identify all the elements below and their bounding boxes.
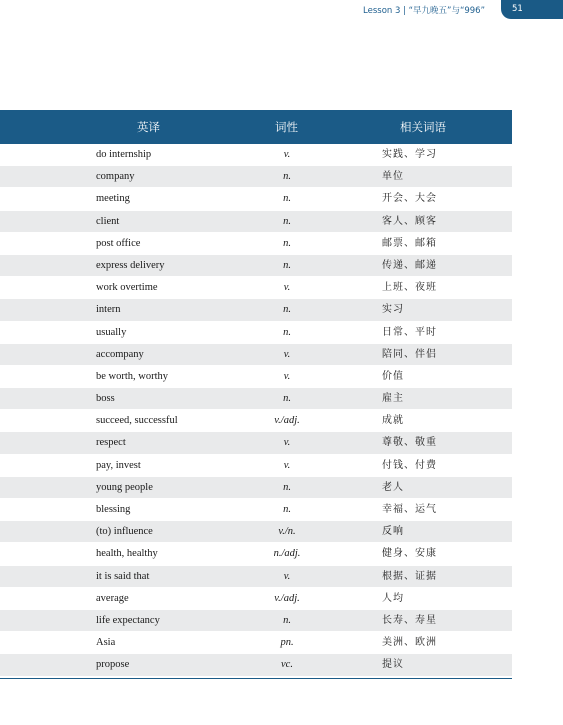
english-term: usually	[96, 326, 127, 338]
table-row	[0, 588, 512, 610]
table-row	[0, 144, 512, 166]
part-of-speech-text: n.	[283, 237, 291, 249]
related-words: 价值	[382, 370, 404, 382]
english-term: young people	[96, 481, 153, 493]
table-row	[0, 166, 512, 188]
english-term: average	[96, 592, 129, 604]
related-words: 幸福、运气	[382, 504, 437, 515]
related-words: 开会、大会	[382, 193, 437, 205]
related-words: 付钱、付费	[382, 459, 437, 471]
table-row	[0, 322, 512, 344]
part-of-speech-text: v./n.	[278, 526, 296, 538]
related-words: 雇主	[382, 393, 404, 405]
part-of-speech-text: v.	[283, 459, 291, 471]
table-row	[0, 455, 512, 477]
table-row	[0, 299, 512, 321]
table-row	[0, 388, 512, 410]
table-row	[0, 632, 512, 654]
related-words: 人均	[382, 592, 404, 604]
english-term: succeed, successful	[96, 415, 178, 427]
related-words: 老人	[382, 481, 404, 493]
part-of-speech-text: n./adj.	[273, 548, 301, 560]
part-of-speech-text: n.	[283, 614, 291, 626]
column-header-part-of-speech: 词性	[275, 120, 298, 134]
table-row	[0, 344, 512, 366]
english-term: accompany	[96, 348, 144, 360]
related-words: 长寿、寿星	[382, 614, 437, 626]
english-term: (to) influence	[96, 526, 153, 538]
part-of-speech-text: pn.	[280, 637, 294, 649]
english-term: respect	[96, 437, 126, 449]
english-term: do internship	[96, 149, 152, 160]
related-words: 日常、平时	[382, 326, 437, 338]
table-row	[0, 211, 512, 233]
english-term: blessing	[96, 504, 131, 515]
related-words: 单位	[382, 171, 404, 183]
table-row	[0, 654, 512, 676]
table-row	[0, 521, 512, 543]
english-term: meeting	[96, 193, 130, 205]
part-of-speech-text: v.	[283, 348, 291, 360]
part-of-speech-text: v.	[283, 282, 291, 294]
part-of-speech-text: v./adj.	[274, 415, 300, 427]
part-of-speech-text: n.	[283, 259, 291, 271]
table-row	[0, 566, 512, 588]
table-row	[0, 499, 512, 521]
english-term: intern	[96, 304, 121, 316]
table-row	[0, 255, 512, 277]
english-term: post office	[96, 237, 141, 249]
english-term: boss	[96, 393, 115, 405]
related-words: 尊敬、敬重	[382, 437, 437, 449]
table-row	[0, 233, 512, 255]
table-row	[0, 277, 512, 299]
related-words: 邮票、邮箱	[382, 237, 437, 249]
table-row	[0, 477, 512, 499]
part-of-speech-text: n.	[283, 326, 291, 338]
table-row	[0, 366, 512, 388]
english-term: pay, invest	[96, 459, 141, 471]
related-words: 美洲、欧洲	[382, 637, 437, 649]
table-row	[0, 543, 512, 565]
part-of-speech-text: v.	[283, 370, 291, 382]
related-words: 实习	[382, 304, 404, 316]
english-term: be worth, worthy	[96, 370, 169, 382]
related-words: 陪同、伴侣	[382, 348, 437, 360]
part-of-speech-text: v.	[283, 149, 291, 160]
part-of-speech-text: v.	[283, 570, 291, 582]
english-term: propose	[96, 659, 130, 671]
part-of-speech-text: n.	[283, 504, 291, 515]
related-words: 客人、顾客	[382, 215, 437, 227]
related-words: 提议	[382, 659, 404, 671]
part-of-speech-text: vc.	[281, 659, 293, 671]
table-row	[0, 610, 512, 632]
table-row	[0, 432, 512, 454]
page-header	[0, 0, 563, 20]
related-words: 传递、邮递	[382, 259, 437, 271]
english-term: it is said that	[96, 570, 150, 582]
part-of-speech-text: n.	[283, 193, 291, 205]
table-bottom-rule	[0, 678, 512, 679]
related-words: 反响	[382, 526, 404, 538]
table-row	[0, 188, 512, 210]
page-number-tab	[501, 0, 563, 19]
english-term: health, healthy	[96, 548, 158, 560]
part-of-speech-text: v.	[283, 437, 291, 449]
related-words: 成就	[382, 415, 404, 427]
english-term: client	[96, 215, 120, 227]
english-term: express delivery	[96, 259, 165, 271]
english-term: work overtime	[96, 282, 158, 294]
part-of-speech-text: v./adj.	[274, 592, 300, 604]
column-header-related-words: 相关词语	[400, 120, 446, 134]
column-header-english: 英译	[137, 120, 160, 134]
english-term: Asia	[96, 637, 116, 649]
part-of-speech-text: n.	[283, 481, 291, 493]
english-term: life expectancy	[96, 614, 160, 626]
table-header	[0, 110, 512, 144]
lesson-title: Lesson 3 | “早九晚五”与“996”	[363, 6, 485, 16]
related-words: 上班、夜班	[382, 282, 437, 294]
related-words: 健身、安康	[382, 548, 437, 560]
related-words: 根据、证据	[382, 570, 437, 582]
related-words: 实践、学习	[382, 149, 437, 160]
part-of-speech-text: n.	[283, 304, 291, 316]
page-number: 51	[512, 4, 523, 14]
table-body	[0, 144, 512, 677]
part-of-speech-text: n.	[283, 171, 291, 183]
table-row	[0, 410, 512, 432]
vocabulary-table	[0, 110, 512, 677]
english-term: company	[96, 171, 135, 183]
part-of-speech-text: n.	[283, 393, 291, 405]
part-of-speech-text: n.	[283, 215, 291, 227]
